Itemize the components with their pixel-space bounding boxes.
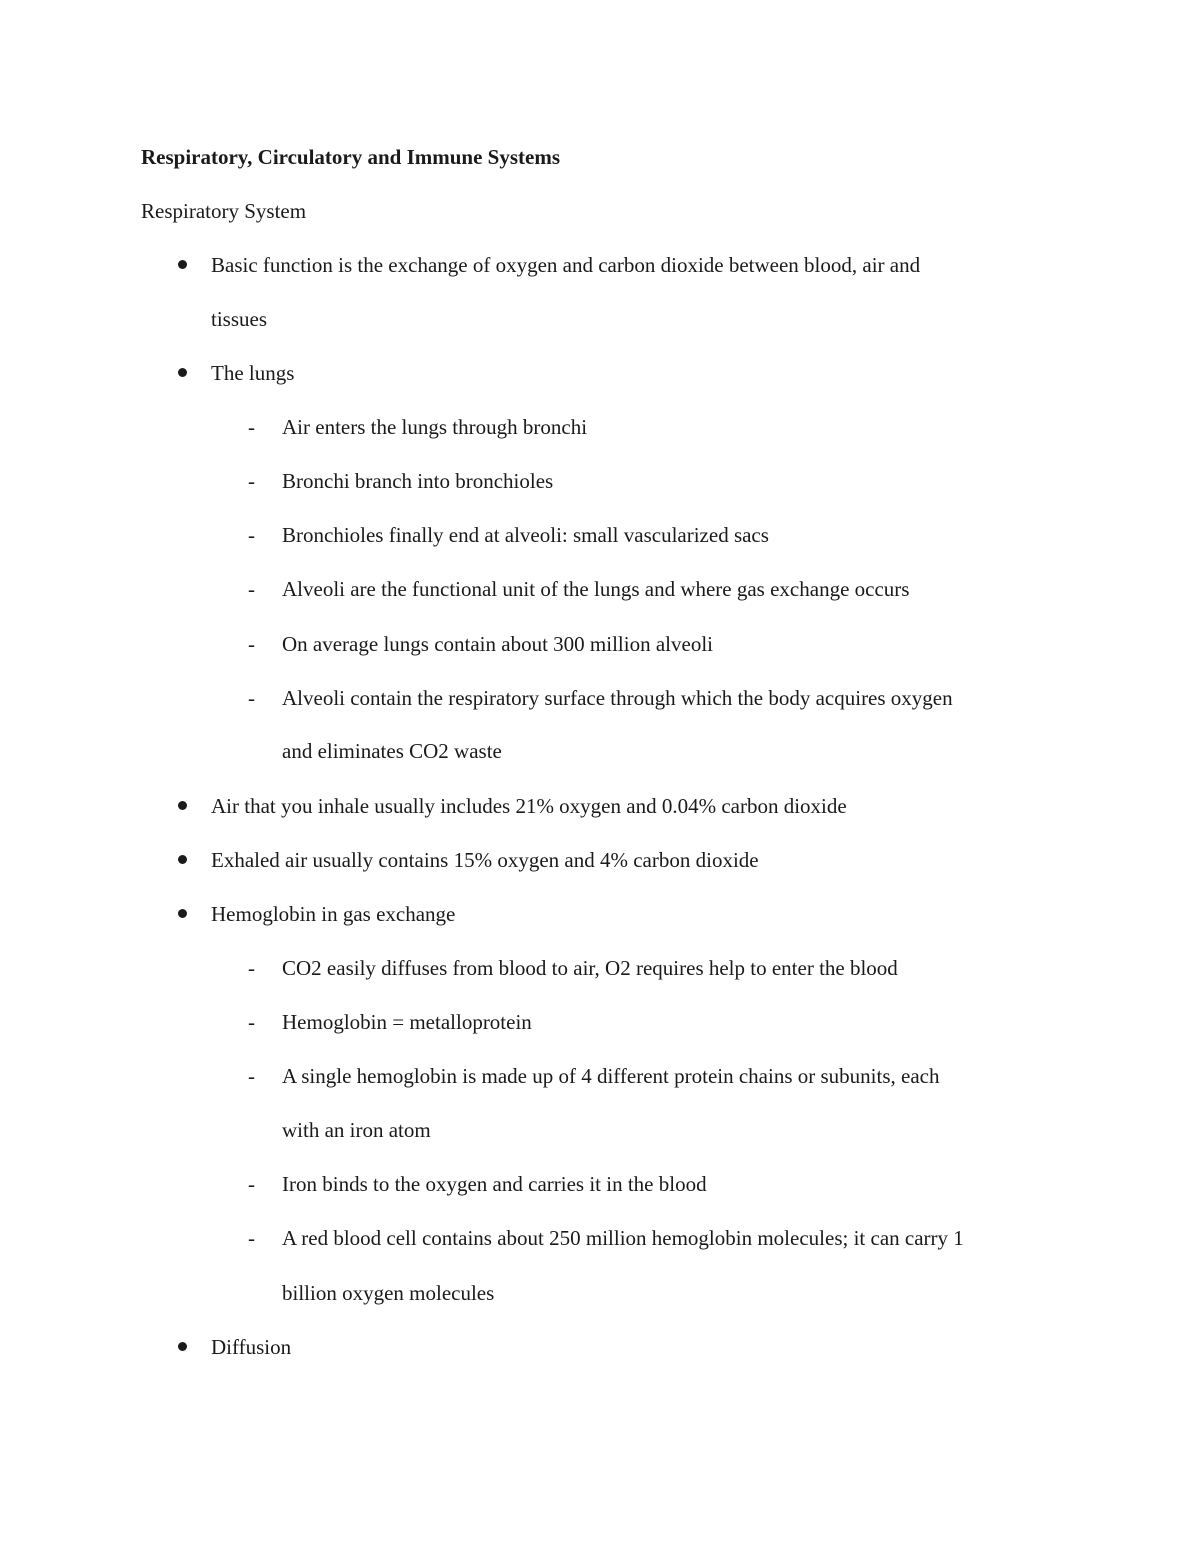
sub-item-text: Alveoli are the functional unit of the lungs and where gas exchange occurs — [282, 577, 910, 601]
dash-marker: - — [248, 523, 255, 547]
list-item-text: Diffusion — [211, 1335, 292, 1359]
sub-item-text: CO2 easily diffuses from blood to air, O2 requires help to enter the blood — [282, 956, 898, 980]
list-item-text: Exhaled air usually contains 15% oxygen and 4% carbon dioxide — [211, 848, 759, 872]
sub-item-text-continuation: and eliminates CO2 waste — [282, 739, 502, 763]
sub-item-text: Alveoli contain the respiratory surface through which the body acquires oxygen — [282, 686, 953, 710]
bullet-marker — [178, 260, 187, 269]
dash-marker: - — [248, 1010, 255, 1034]
sub-item-text: Iron binds to the oxygen and carries it in the blood — [282, 1172, 707, 1196]
bullet-marker — [178, 801, 187, 810]
dash-marker: - — [248, 632, 255, 656]
dash-marker: - — [248, 469, 255, 493]
list-item-text: The lungs — [211, 361, 295, 385]
list-item-text: Air that you inhale usually includes 21% oxygen and 0.04% carbon dioxide — [211, 794, 847, 818]
sub-item-text-continuation: with an iron atom — [282, 1118, 431, 1142]
list-item-text-continuation: tissues — [211, 307, 268, 331]
bullet-marker — [178, 909, 187, 918]
dash-marker: - — [248, 686, 255, 710]
sub-item-text: Bronchioles finally end at alveoli: small vascularized sacs — [282, 523, 769, 547]
section-heading: Respiratory System — [141, 199, 307, 223]
dash-marker: - — [248, 1226, 255, 1250]
dash-marker: - — [248, 956, 255, 980]
sub-item-text-continuation: billion oxygen molecules — [282, 1281, 495, 1305]
bullet-marker — [178, 368, 187, 377]
list-item-text: Hemoglobin in gas exchange — [211, 902, 456, 926]
dash-marker: - — [248, 1172, 255, 1196]
document-title: Respiratory, Circulatory and Immune Systems — [141, 145, 561, 169]
dash-marker: - — [248, 577, 255, 601]
sub-item-text: A red blood cell contains about 250 million hemoglobin molecules; it can carry 1 — [282, 1226, 964, 1250]
dash-marker: - — [248, 1064, 255, 1088]
sub-item-text: Bronchi branch into bronchioles — [282, 469, 554, 493]
sub-item-text: A single hemoglobin is made up of 4 different protein chains or subunits, each — [282, 1064, 940, 1088]
sub-item-text: On average lungs contain about 300 million alveoli — [282, 632, 713, 656]
list-item-text: Basic function is the exchange of oxygen and carbon dioxide between blood, air and — [211, 253, 921, 277]
bullet-marker — [178, 855, 187, 864]
sub-item-text: Air enters the lungs through bronchi — [282, 415, 588, 439]
sub-item-text: Hemoglobin = metalloprotein — [282, 1010, 532, 1034]
dash-marker: - — [248, 415, 255, 439]
bullet-marker — [178, 1342, 187, 1351]
